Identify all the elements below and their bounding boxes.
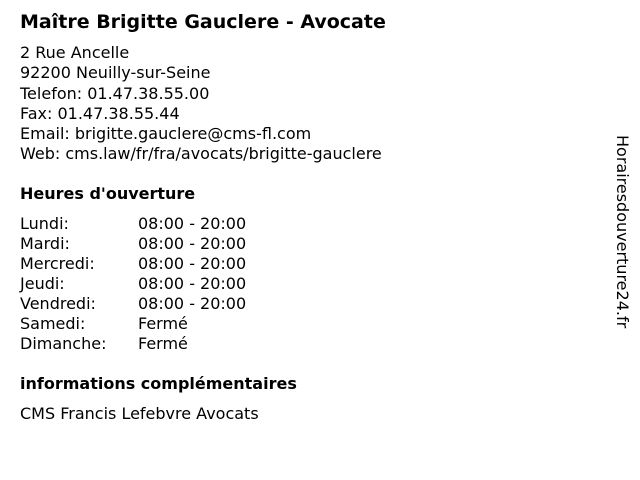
hours-row-wednesday	[20, 254, 320, 274]
page-title: Maître Brigitte Gauclere - Avocate	[20, 11, 386, 33]
day-label: Lundi:	[20, 214, 69, 233]
company-name: CMS Francis Lefebvre Avocats	[20, 404, 259, 423]
hours-row-monday	[20, 214, 320, 234]
opening-hours-heading: Heures d'ouverture	[20, 184, 196, 203]
email-text: Email: brigitte.gauclere@cms-fl.com	[20, 124, 312, 144]
day-label: Jeudi:	[20, 274, 65, 293]
address-line-city: 92200 Neuilly-sur-Seine	[20, 63, 211, 83]
hours-value: 08:00 - 20:00	[138, 274, 247, 293]
fax-text: Fax: 01.47.38.55.44	[20, 103, 180, 123]
day-label: Vendredi:	[20, 294, 96, 313]
contact-block	[20, 43, 382, 165]
hours-row-thursday	[20, 274, 320, 294]
hours-value: 08:00 - 20:00	[138, 214, 247, 233]
hours-value: 08:00 - 20:00	[138, 254, 247, 273]
hours-value: Fermé	[138, 334, 188, 353]
day-label: Mardi:	[20, 234, 70, 253]
hours-value: 08:00 - 20:00	[138, 234, 247, 253]
website-text: Web: cms.law/fr/fra/avocats/brigitte-gauclere	[20, 144, 382, 164]
day-label: Dimanche:	[20, 334, 107, 353]
hours-value: 08:00 - 20:00	[138, 294, 247, 313]
additional-info-heading: informations complémentaires	[20, 374, 297, 393]
site-watermark-label: Horairesdouverture24.fr	[613, 135, 632, 329]
hours-row-sunday	[20, 334, 320, 354]
hours-row-tuesday	[20, 234, 320, 254]
phone-text: Telefon: 01.47.38.55.00	[20, 83, 210, 103]
hours-row-friday	[20, 294, 320, 314]
day-label: Samedi:	[20, 314, 86, 333]
opening-hours-list	[20, 214, 320, 354]
hours-value: Fermé	[138, 314, 188, 333]
address-line-street: 2 Rue Ancelle	[20, 43, 130, 62]
day-label: Mercredi:	[20, 254, 95, 273]
hours-row-saturday	[20, 314, 320, 334]
